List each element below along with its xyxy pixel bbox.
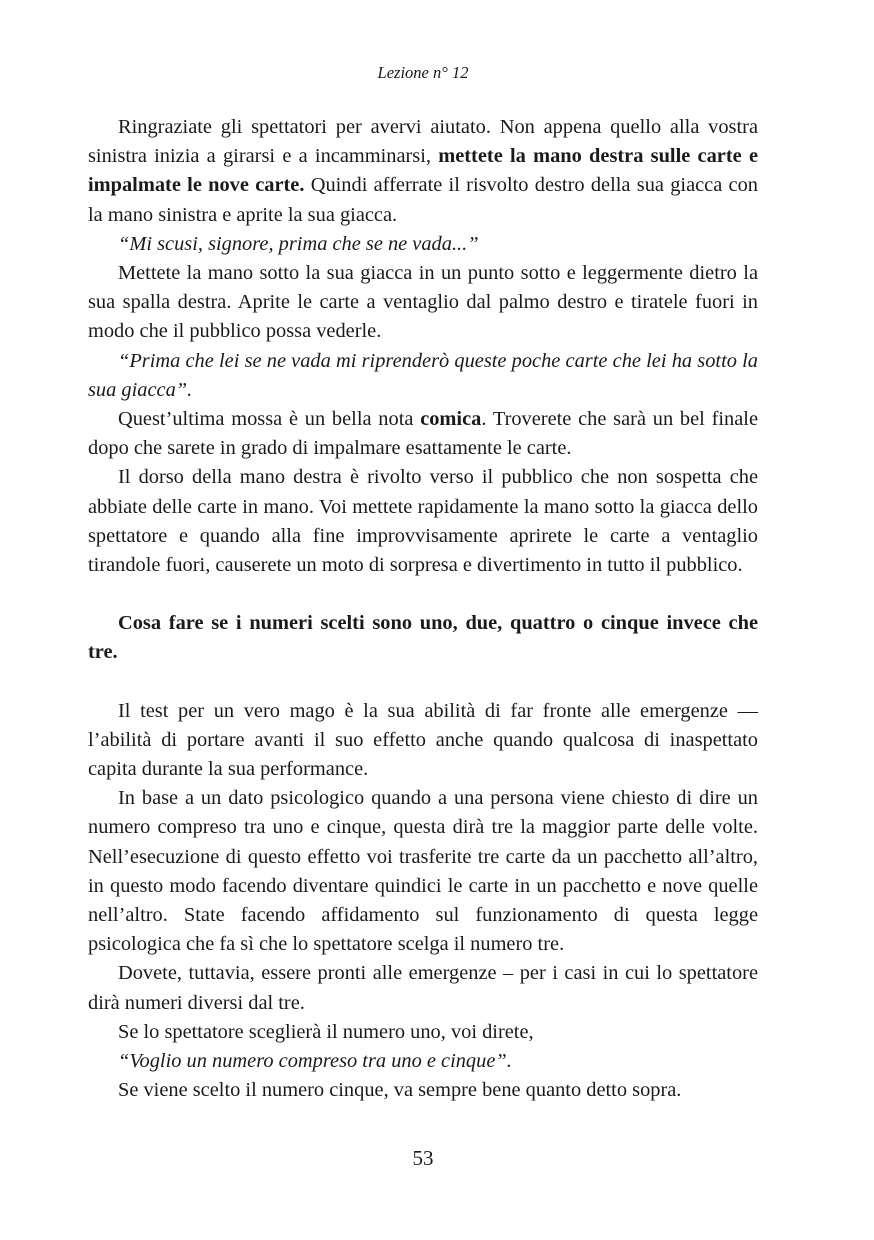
paragraph: Il test per un vero mago è la sua abilità di far fronte alle emergenze — l’abilità di portare avanti il suo effetto anche quando qualcosa di inaspettato capita durante la sua performance. [88,699,758,781]
quote-paragraph: “Mi scusi, signore, prima che se ne vada...” [118,232,479,255]
paragraph [88,113,758,230]
text-run: Quest’ultima mossa è un bella nota [118,408,421,431]
paragraph: Dovete, tuttavia, essere pronti alle emergenze – per i casi in cui lo spettatore dirà numeri diversi dal tre. [88,962,758,1014]
paragraph [88,405,758,463]
paragraph: Se lo spettatore sceglierà il numero uno, voi direte, [118,1020,534,1043]
text-run: Ringraziate gli spettatori per avervi aiutato. Non appena quello alla vostra sinistra inizia a girarsi e a incamminarsi, [88,116,758,168]
bold-text-run: mettete la mano destra sulle carte e impalmate le nove carte. [88,145,758,197]
quote-paragraph: “Prima che lei se ne vada mi riprenderò queste poche carte che lei ha sotto la sua giacca”. [88,349,758,401]
bold-text-run: comica [420,408,482,431]
body-text [88,113,758,1106]
paragraph: Se viene scelto il numero cinque, va sempre bene quanto detto sopra. [118,1079,682,1102]
paragraph: Mettete la mano sotto la sua giacca in un punto sotto e leggermente dietro la sua spalla destra. Aprite le carte a ventaglio dal palmo destro e tiratele fuori in modo che il pubblico possa vederle. [88,262,758,343]
paragraph: Il dorso della mano destra è rivolto verso il pubblico che non sospetta che abbiate delle carte in mano. Voi mettete rapidamente la mano sotto la giacca dello spettatore e quando alla fine improvvisamente aprirete le carte a ventaglio tirandole fuori, causerete un moto di sorpresa e divertimento in tutto il pubblico. [88,466,758,577]
book-page [88,0,758,1240]
text-run: Quindi afferrate il risvolto destro della sua giacca con la mano sinistra e aprite la sua giacca. [88,174,758,226]
page-number: 53 [412,1146,434,1170]
text-run: . Troverete che sarà un bel finale dopo che sarete in grado di impalmare esattamente le carte. [88,408,759,460]
running-head: Lezione n° 12 [377,63,469,82]
section-heading: Cosa fare se i numeri scelti sono uno, due, quattro o cinque invece che tre. [88,612,758,664]
paragraph: In base a un dato psicologico quando a una persona viene chiesto di dire un numero compreso tra uno e cinque, questa dirà tre la maggior parte delle volte. Nell’esecuzione di questo effetto voi trasferite tre carte da un pacchetto all’altro, in questo modo facendo diventare quindici le carte in un pacchetto e nove quelle nell’altro. State facendo affidamento sul funzionamento di questa legge psicologica che fa sì che lo spettatore scelga il numero tre. [88,787,758,956]
quote-paragraph: “Voglio un numero compreso tra uno e cinque”. [118,1050,512,1073]
